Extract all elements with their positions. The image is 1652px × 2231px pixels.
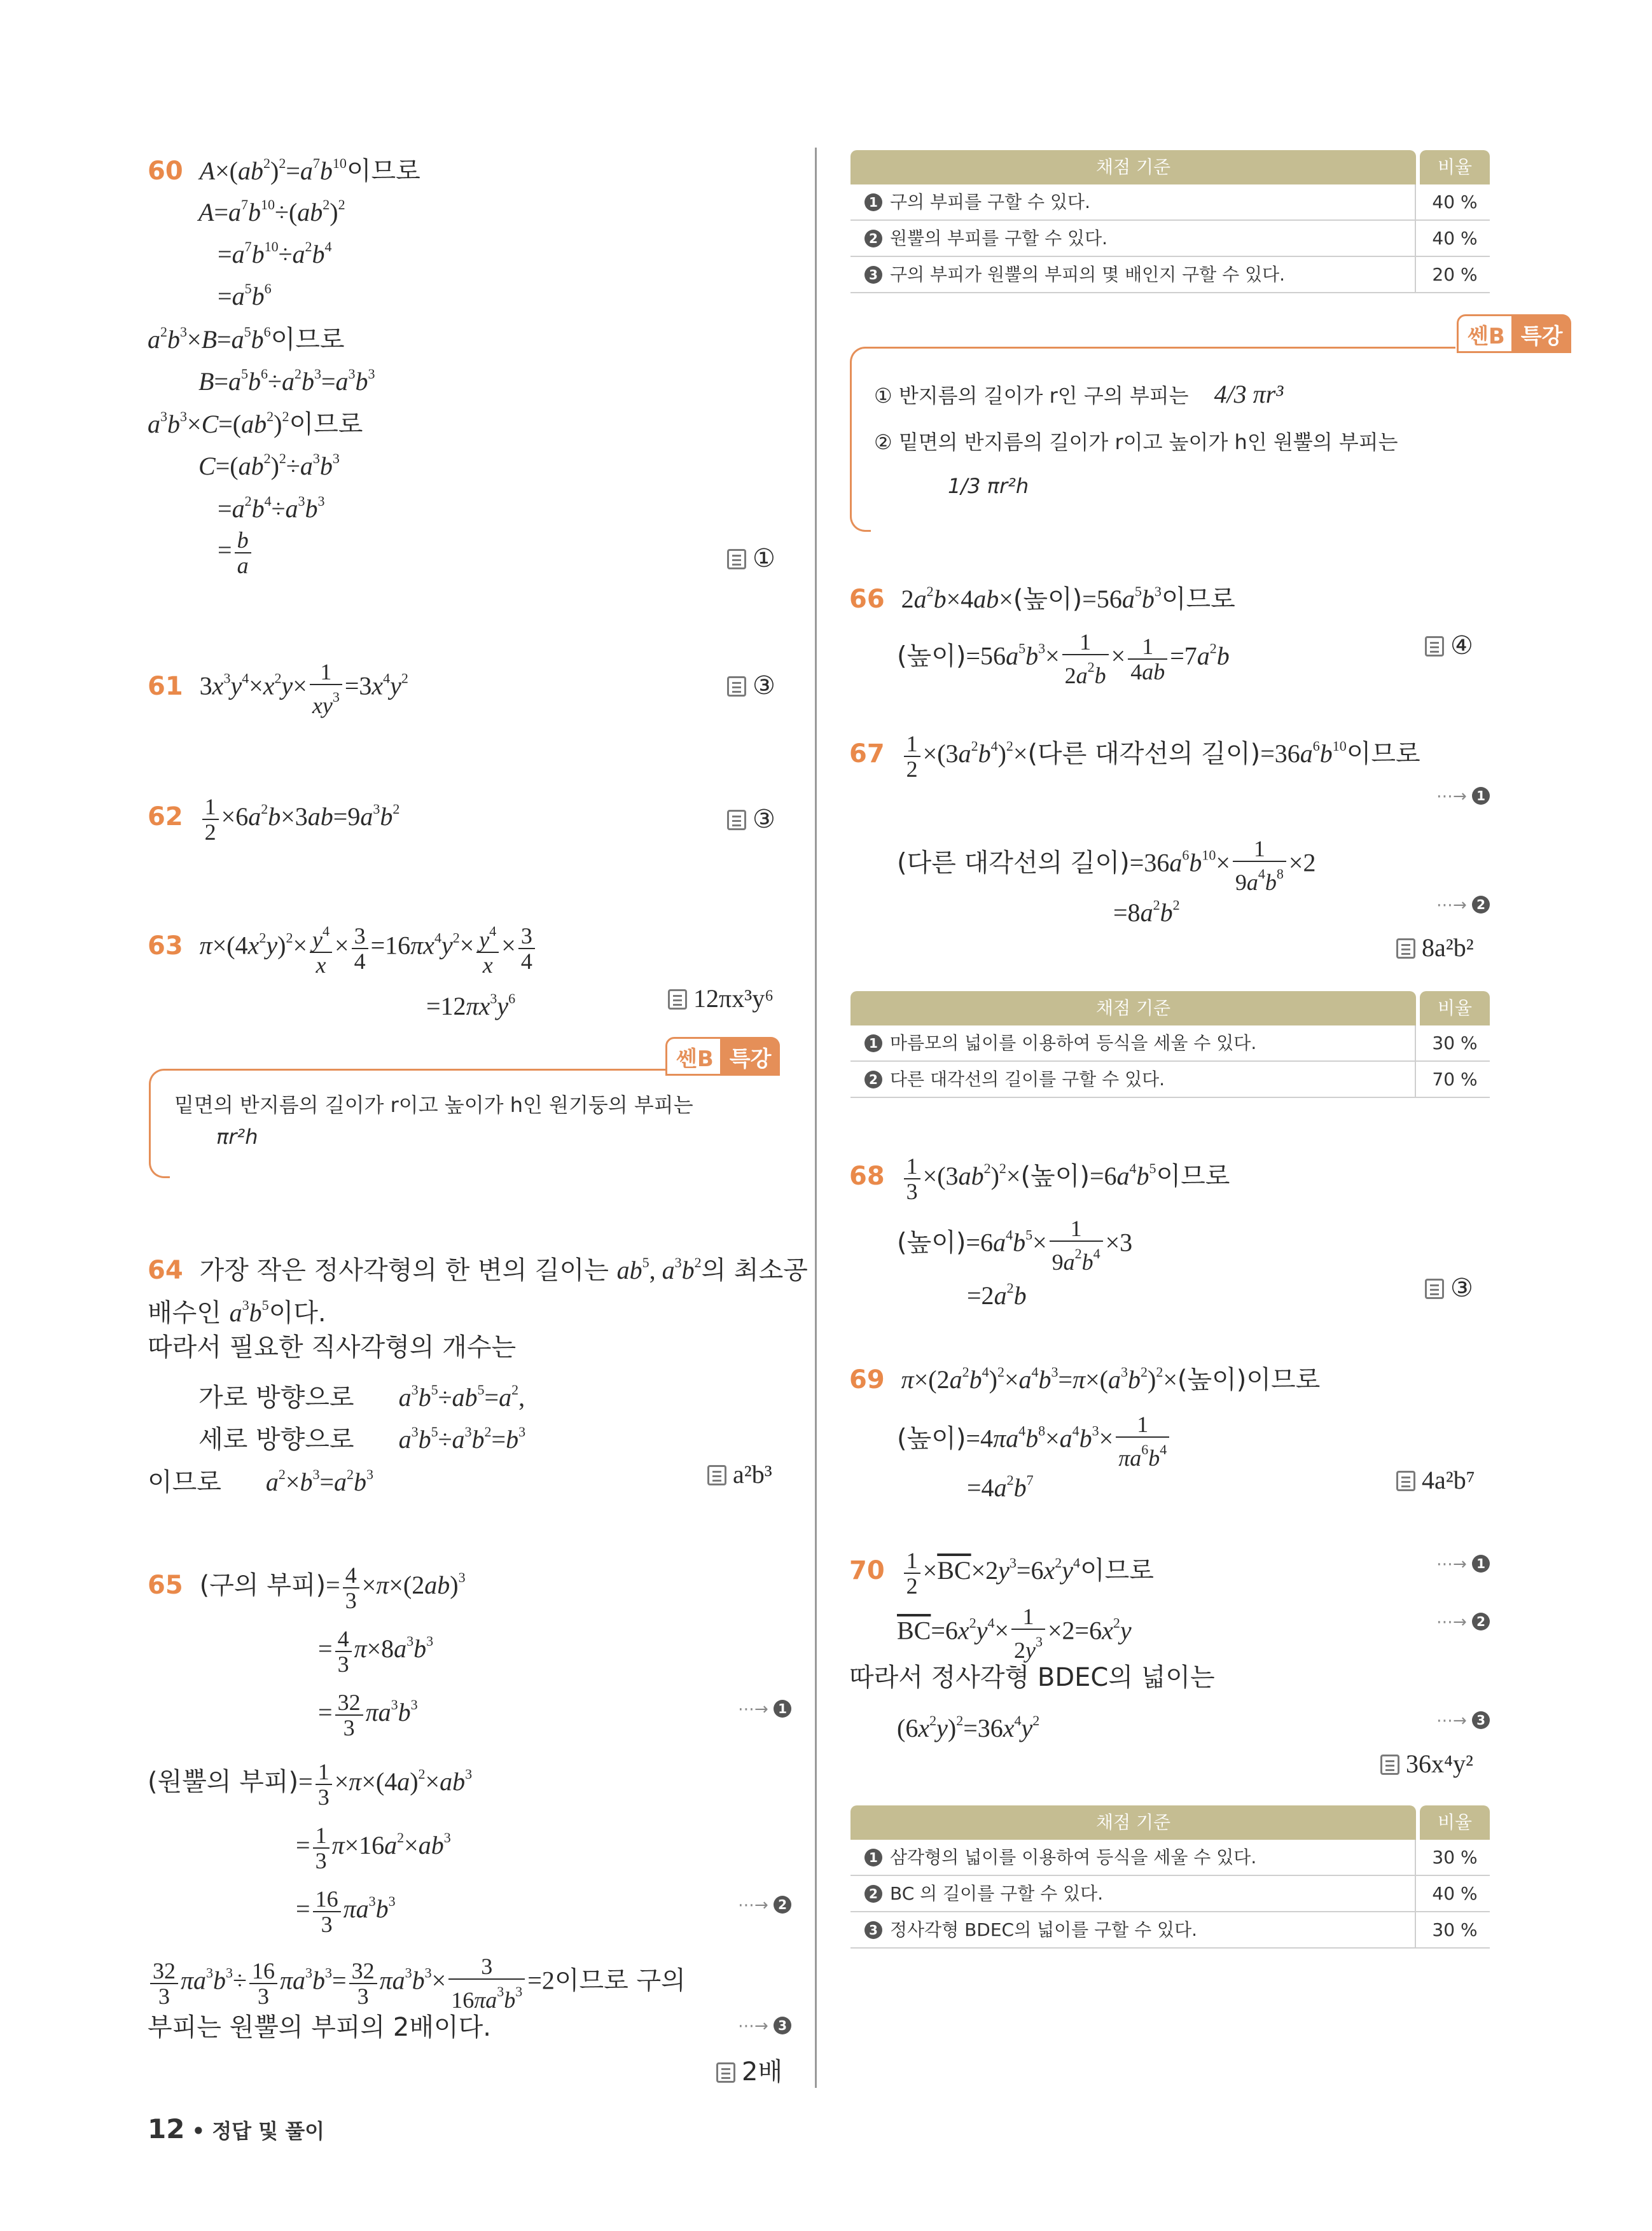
problem-63-line1: 63 $\pi\times(4x^2y)^2\times$ $\frac{y^4}{x}$ × $\frac{3}{4}$ $=16\pi x^4y^2\times$ $\frac{y^4}{x}$ × $\frac{3}{4}$ — [148, 919, 538, 977]
problem-65-answer: 2배 — [716, 2056, 782, 2088]
problem-67-line1: 67 $\frac{1}{2}$ $\times(3a^2b^4)^2\times$(다른 대각선의 길이)$=36a^6b^{10}$이므로 — [849, 730, 1420, 782]
problem-66-answer: ④ — [1425, 630, 1473, 662]
problem-69-answer: 4a²b⁷ — [1396, 1464, 1475, 1496]
table-header: 채점 기준 비율 — [850, 150, 1490, 184]
answer-icon — [1380, 1755, 1399, 1775]
problem-65-line1: 65 (구의 부피)= $\frac{4}{3}$ $\times\pi\times(2ab)^3$ — [148, 1562, 466, 1613]
problem-68-line3: $=2a^2b$ — [967, 1280, 1027, 1310]
answer-icon — [727, 810, 746, 830]
table-row: 1 마름모의 넓이를 이용하여 등식을 세울 수 있다. 30 % — [850, 1025, 1490, 1062]
problem-62: 62 $\frac{1}{2}$ $\times 6a^2b\times 3ab=9a^3b^2$ — [148, 793, 400, 845]
problem-70-line3: 따라서 정사각형 BDEC의 넓이는 — [849, 1663, 1215, 1692]
problem-64-line3: 따라서 필요한 직사각형의 개수는 — [148, 1333, 517, 1362]
problem-60-answer: ① — [727, 543, 775, 574]
problem-63-line2: $=12\pi x^3y^6$ — [426, 990, 516, 1020]
problem-number: 67 — [849, 739, 885, 768]
answer-icon — [1396, 1471, 1415, 1491]
problem-61-answer: ③ — [727, 670, 775, 702]
problem-61: 61 $3x^3y^4\times x^2y\times$ $\frac{1}{xy^3}$ $=3x^4y^2$ — [148, 659, 408, 718]
problem-number: 61 — [148, 671, 183, 701]
problem-64-line5: 세로 방향으로 $a^3b^5\div a^3b^2=b^3$ — [198, 1424, 526, 1454]
problem-60-line6: $B=a^5b^6\div a^2b^3=a^3b^3$ — [198, 366, 375, 396]
problem-70-line1: 70 $\frac{1}{2}$ $\times\overline{BC}\times 2y^3=6x^2y^4$이므로 — [849, 1547, 1154, 1599]
problem-69-line1: 69 $\pi\times(2a^2b^4)^2\times a^4b^3=\pi\times(a^3b^2)^2\times$(높이)이므로 — [849, 1364, 1321, 1394]
problem-68-answer: ③ — [1425, 1272, 1473, 1304]
problem-67-line2: (다른 대각선의 길이)$=36a^6b^{10}\times$ $\frac{1}{9a^4b^8}$ ×2 — [897, 836, 1316, 895]
footer-title: 정답 및 풀이 — [212, 2119, 325, 2143]
problem-66-line1: 66 $2a^2b\times 4ab\times$(높이)$=56a^5b^3$이므로 — [849, 583, 1235, 614]
page-footer: 12 • 정답 및 풀이 — [148, 2113, 325, 2144]
problem-64-line6: 이므로 $a^2\times b^3=a^2b^3$ — [148, 1466, 374, 1497]
problem-62-answer: ③ — [727, 803, 775, 835]
problem-65-line6: = $\frac{16}{3}$ $\pi a^3b^3$ — [296, 1886, 396, 1937]
answer-icon — [668, 989, 687, 1010]
tip-badge: 쎈B 특강 — [665, 1037, 780, 1076]
table-header: 채점 기준 비율 — [850, 1805, 1490, 1840]
problem-64-answer: a²b³ — [707, 1459, 772, 1491]
tip-63-line2: πr²h — [216, 1125, 258, 1149]
problem-64-line1: 64 가장 작은 정사각형의 한 변의 길이는 $ab^5$, $a^3b^2$의 최소공 — [148, 1255, 808, 1285]
answer-icon — [727, 549, 746, 569]
answer-icon — [707, 1465, 726, 1485]
problem-number: 70 — [849, 1556, 885, 1585]
problem-64-line2: 배수인 $a^3b^5$이다. — [148, 1297, 326, 1328]
table-row: 2 원뿔의 부피를 구할 수 있다. 40 % — [850, 221, 1490, 257]
tip-65-line1: ① 반지름의 길이가 r인 구의 부피는 4/3 πr³ — [874, 380, 1284, 408]
problem-60-line3: $=a^7b^{10}\div a^2b^4$ — [218, 239, 332, 268]
problem-60-line4: $=a^5b^6$ — [218, 281, 272, 310]
tip-65-line3: 1/3 πr²h — [948, 474, 1029, 498]
step-marker-3: ⋯→ 3 — [1436, 1711, 1490, 1730]
problem-60-line9: $=a^2b^4\div a^3b^3$ — [218, 493, 325, 523]
step-marker-2: ⋯→ 2 — [1436, 1613, 1490, 1632]
problem-number: 65 — [148, 1571, 183, 1600]
problem-65-line5: = $\frac{1}{3}$ $\pi\times 16a^2\times ab^3$ — [296, 1822, 451, 1873]
grading-table-70 — [850, 1805, 1490, 1949]
problem-number: 63 — [148, 931, 183, 961]
table-row: 1 삼각형의 넓이를 이용하여 등식을 세울 수 있다. 30 % — [850, 1840, 1490, 1876]
problem-number: 64 — [148, 1256, 183, 1285]
answer-icon — [716, 2062, 735, 2083]
problem-70-line2: $\overline{BC}=6x^2y^4\times$ $\frac{1}{2y^3}$ $\times 2=6x^2y$ — [897, 1604, 1132, 1663]
tip-65-line2: ② 밑면의 반지름의 길이가 r이고 높이가 h인 원뿔의 부피는 — [874, 430, 1398, 454]
table-row: 3 정사각형 BDEC의 넓이를 구할 수 있다. 30 % — [850, 1912, 1490, 1949]
table-row: 1 구의 부피를 구할 수 있다. 40 % — [850, 184, 1490, 221]
problem-67-answer: 8a²b² — [1396, 932, 1474, 964]
problem-64-line4: 가로 방향으로 $a^3b^5\div ab^5=a^2$, — [198, 1382, 525, 1412]
tip-top-line — [866, 347, 1455, 349]
grading-table-65 — [850, 150, 1490, 293]
problem-63-answer: 12πx³y⁶ — [668, 983, 774, 1015]
problem-number: 60 — [148, 156, 183, 186]
answer-icon — [1425, 1279, 1444, 1299]
table-header: 채점 기준 비율 — [850, 991, 1490, 1025]
problem-68-line2: (높이)$=6a^4b^5\times$ $\frac{1}{9a^2b^4}$ ×3 — [897, 1216, 1133, 1275]
problem-65-line3: = $\frac{32}{3}$ $\pi a^3b^3$ — [318, 1689, 418, 1741]
problem-65-line7: $\frac{32}{3}$ $\pi a^3b^3\div$ $\frac{16}{3}$ $\pi a^3b^3=$ $\frac{32}{3}$ $\pi a^3b^3\times$ $\frac{3}{16\pi a^3b^3}$ =2이므로 구의 — [148, 1954, 686, 2012]
problem-67-line3: $=8a^2b^2$ — [1113, 897, 1180, 927]
problem-number: 62 — [148, 802, 183, 831]
problem-60-line10: = $\frac{b}{a}$ — [218, 528, 254, 578]
table-row: 2 BC 의 길이를 구할 수 있다. 40 % — [850, 1876, 1490, 1912]
answer-icon — [1396, 938, 1415, 959]
table-row: 2 다른 대각선의 길이를 구할 수 있다. 70 % — [850, 1062, 1490, 1098]
problem-60-line1: 60 $A\times(ab^2)^2=a^7b^{10}$이므로 — [148, 155, 420, 186]
step-marker-3: ⋯→ 3 — [738, 2017, 791, 2036]
table-row: 3 구의 부피가 원뿔의 부피의 몇 배인지 구할 수 있다. 20 % — [850, 257, 1490, 293]
problem-66-line2: (높이)$=56a^5b^3\times$ $\frac{1}{2a^2b}$ × $\frac{1}{4ab}$ $=7a^2b$ — [897, 629, 1230, 688]
problem-number: 66 — [849, 585, 885, 614]
problem-69-line3: $=4a^2b^7$ — [967, 1472, 1034, 1502]
grading-table-67 — [850, 991, 1490, 1098]
step-marker-2: ⋯→ 2 — [738, 1896, 791, 1915]
problem-68-line1: 68 $\frac{1}{3}$ $\times(3ab^2)^2\times$(높이)$=6a^4b^5$이므로 — [849, 1153, 1230, 1204]
problem-number: 68 — [849, 1162, 885, 1191]
problem-60-line2: $A=a^7b^{10}\div(ab^2)^2$ — [198, 197, 345, 226]
problem-60-line7: $a^3b^3\times C=(ab^2)^2$이므로 — [148, 408, 363, 439]
tip-63-line1: 밑면의 반지름의 길이가 r이고 높이가 h인 원기둥의 부피는 — [174, 1093, 693, 1117]
column-divider — [815, 148, 817, 2088]
step-marker-1: ⋯→ 1 — [738, 1700, 791, 1719]
tip-box-63 — [149, 1069, 170, 1178]
problem-65-line4: (원뿔의 부피)= $\frac{1}{3}$ $\times\pi\times(4a)^2\times ab^3$ — [148, 1758, 473, 1810]
problem-70-line4: $(6x^2y)^2=36x^4y^2$ — [897, 1713, 1040, 1742]
page-number: 12 — [148, 2113, 185, 2144]
tip-box-65 — [850, 347, 871, 532]
tip-badge: 쎈B 특강 — [1457, 314, 1571, 353]
step-marker-1: ⋯→ 1 — [1436, 787, 1490, 806]
problem-70-answer: 36x⁴y² — [1380, 1748, 1473, 1780]
answer-icon — [727, 676, 746, 697]
problem-60-line8: $C=(ab^2)^2\div a^3b^3$ — [198, 450, 340, 480]
step-marker-1: ⋯→ 1 — [1436, 1555, 1490, 1574]
problem-60-line5: $a^2b^3\times B=a^5b^6$이므로 — [148, 324, 345, 354]
answer-icon — [1425, 636, 1444, 657]
problem-65-line2: = $\frac{4}{3}$ $\pi\times 8a^3b^3$ — [318, 1625, 434, 1677]
problem-65-line8: 부피는 원뿔의 부피의 2배이다. — [148, 2013, 491, 2042]
step-marker-2: ⋯→ 2 — [1436, 896, 1490, 915]
problem-number: 69 — [849, 1365, 885, 1394]
problem-69-line2: (높이)$=4\pi a^4b^8\times a^4b^3\times$ $\frac{1}{\pi a^6b^4}$ — [897, 1412, 1172, 1470]
tip-top-line — [165, 1069, 668, 1071]
